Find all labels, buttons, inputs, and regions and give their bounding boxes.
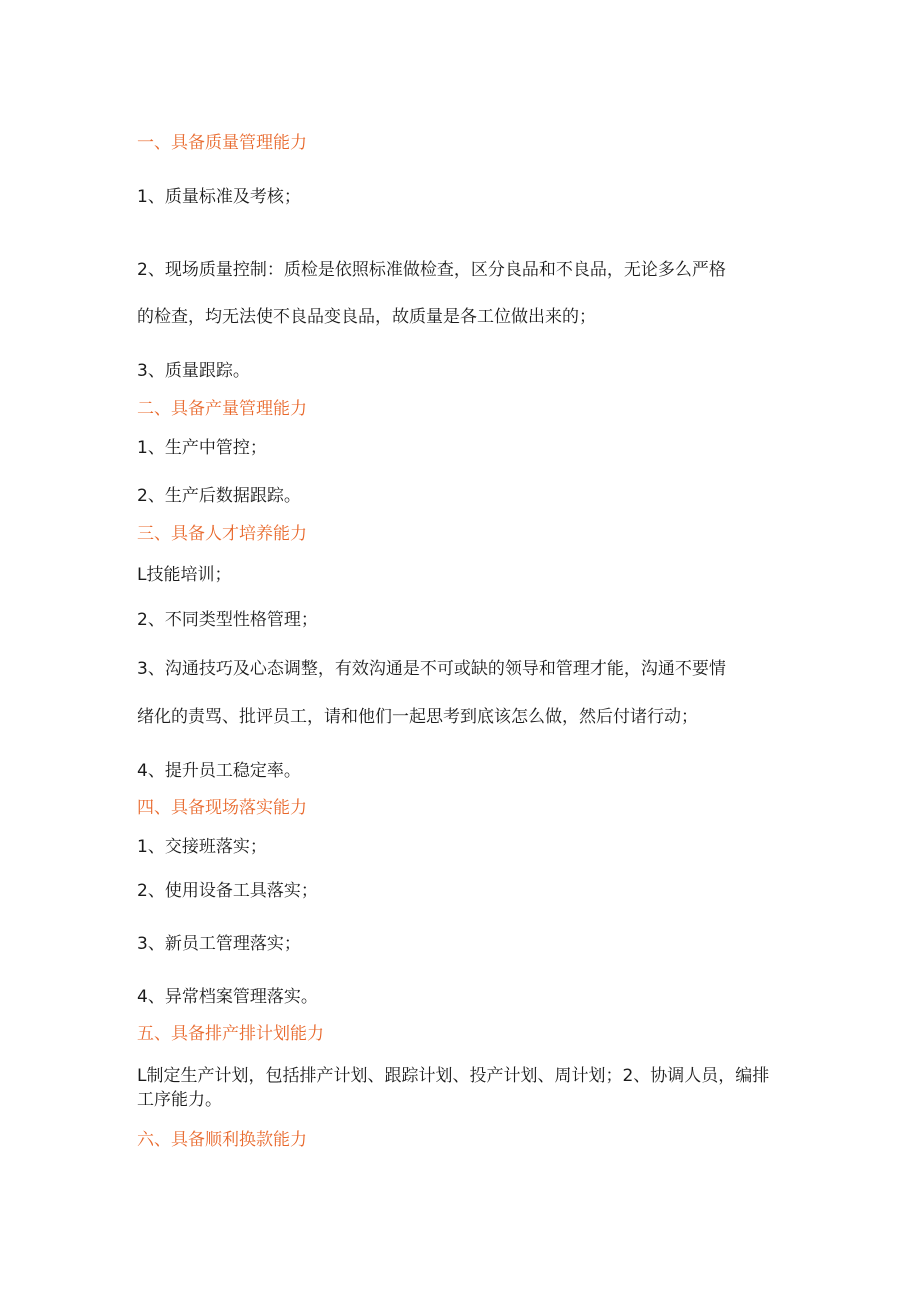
list-item: 2、使用设备工具落实； <box>137 881 318 901</box>
list-item: 2、现场质量控制：质检是依照标准做检查，区分良品和不良品，无论多么严格 <box>137 260 726 280</box>
list-item: 1、生产中管控； <box>137 438 267 458</box>
list-item: 2、生产后数据跟踪。 <box>137 486 301 506</box>
list-item: 3、沟通技巧及心态调整，有效沟通是不可或缺的领导和管理才能，沟通不要情 <box>137 659 726 679</box>
list-item: 1、质量标准及考核； <box>137 187 301 207</box>
list-item: 1、交接班落实； <box>137 837 267 857</box>
list-item: 3、质量跟踪。 <box>137 361 250 381</box>
section-heading-scheduling: 五、具备排产排计划能力 <box>137 1024 324 1044</box>
list-item: L技能培训； <box>137 565 232 585</box>
list-item-continuation: 绪化的责骂、批评员工，请和他们一起思考到底该怎么做，然后付诸行动； <box>137 707 698 727</box>
section-heading-talent: 三、具备人才培养能力 <box>137 524 307 544</box>
section-heading-output: 二、具备产量管理能力 <box>137 399 307 419</box>
list-item: 2、不同类型性格管理； <box>137 610 318 630</box>
section-heading-changeover: 六、具备顺利换款能力 <box>137 1130 307 1150</box>
section-heading-onsite: 四、具备现场落实能力 <box>137 798 307 818</box>
section-heading-quality: 一、具备质量管理能力 <box>137 133 307 153</box>
list-item: 4、异常档案管理落实。 <box>137 987 318 1007</box>
list-item-continuation: 的检查，均无法使不良品变良品，故质量是各工位做出来的； <box>137 307 596 327</box>
list-item: 4、提升员工稳定率。 <box>137 761 301 781</box>
list-item: 3、新员工管理落实； <box>137 934 301 954</box>
list-item: L制定生产计划，包括排产计划、跟踪计划、投产计划、周计划；2、协调人员，编排工序能力。 <box>137 1066 770 1110</box>
